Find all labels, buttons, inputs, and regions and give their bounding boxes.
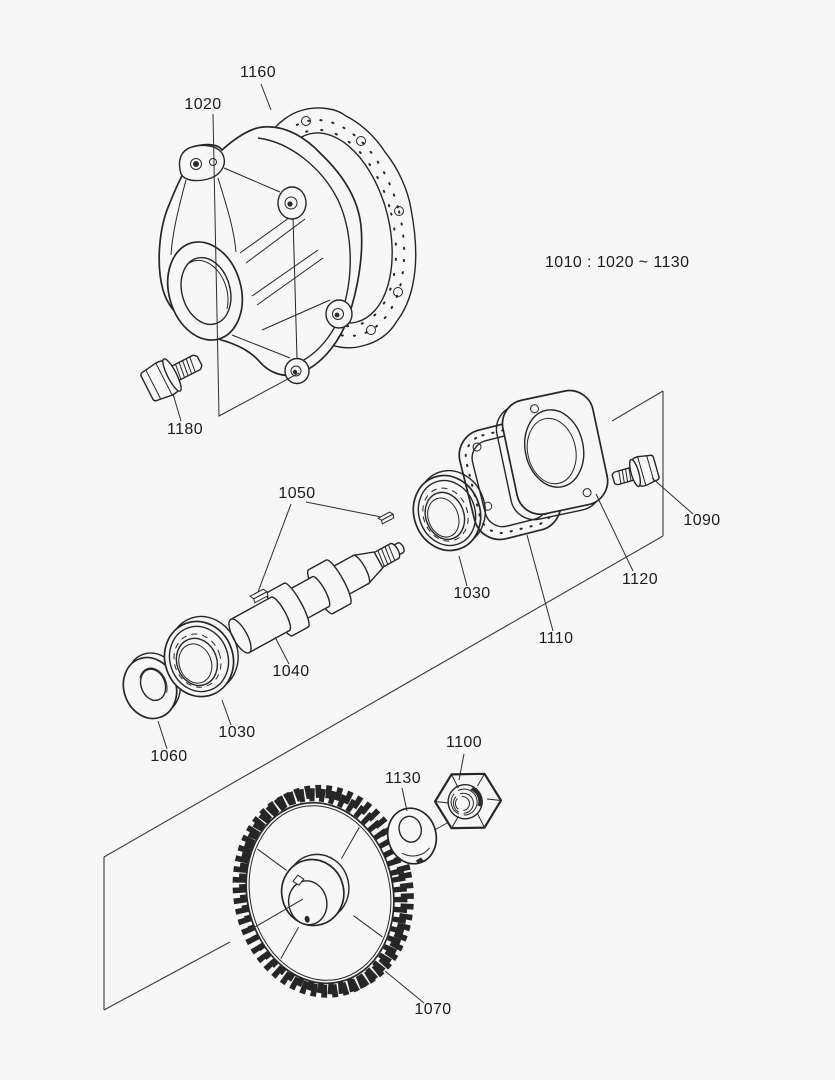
part-label-1130: 1130 [384,770,422,787]
part-label-1180: 1180 [166,421,204,438]
part-label-1070: 1070 [414,1001,452,1018]
part-label-1120: 1120 [621,571,659,588]
part-label-1050: 1050 [278,485,316,502]
assembly-range-note: 1010 : 1020 ~ 1130 [545,254,690,271]
part-bearing-1030-rear [402,461,497,560]
part-label-1060: 1060 [150,748,188,765]
part-gear-1070 [221,776,426,1006]
part-label-1100: 1100 [445,734,483,751]
part-label-1090: 1090 [683,512,721,529]
part-label-1160: 1160 [239,64,277,81]
part-pump-housing-1020 [157,127,362,384]
part-label-1030-front: 1030 [218,724,256,741]
part-label-1020: 1020 [184,96,222,113]
part-nut-1100 [429,764,506,839]
part-cover-1120 [491,386,613,524]
part-washer-1130 [382,803,443,870]
housing-center-boss [278,187,306,219]
part-shaft-1040 [222,524,415,661]
part-label-1110: 1110 [538,630,574,647]
housing-right-boss [326,300,352,328]
part-label-1030-rear: 1030 [453,585,491,602]
housing-bottom-boss [285,359,309,384]
part-label-1040: 1040 [272,663,310,680]
part-bolt-1090 [609,453,660,494]
part-key-1050-b [378,511,395,524]
